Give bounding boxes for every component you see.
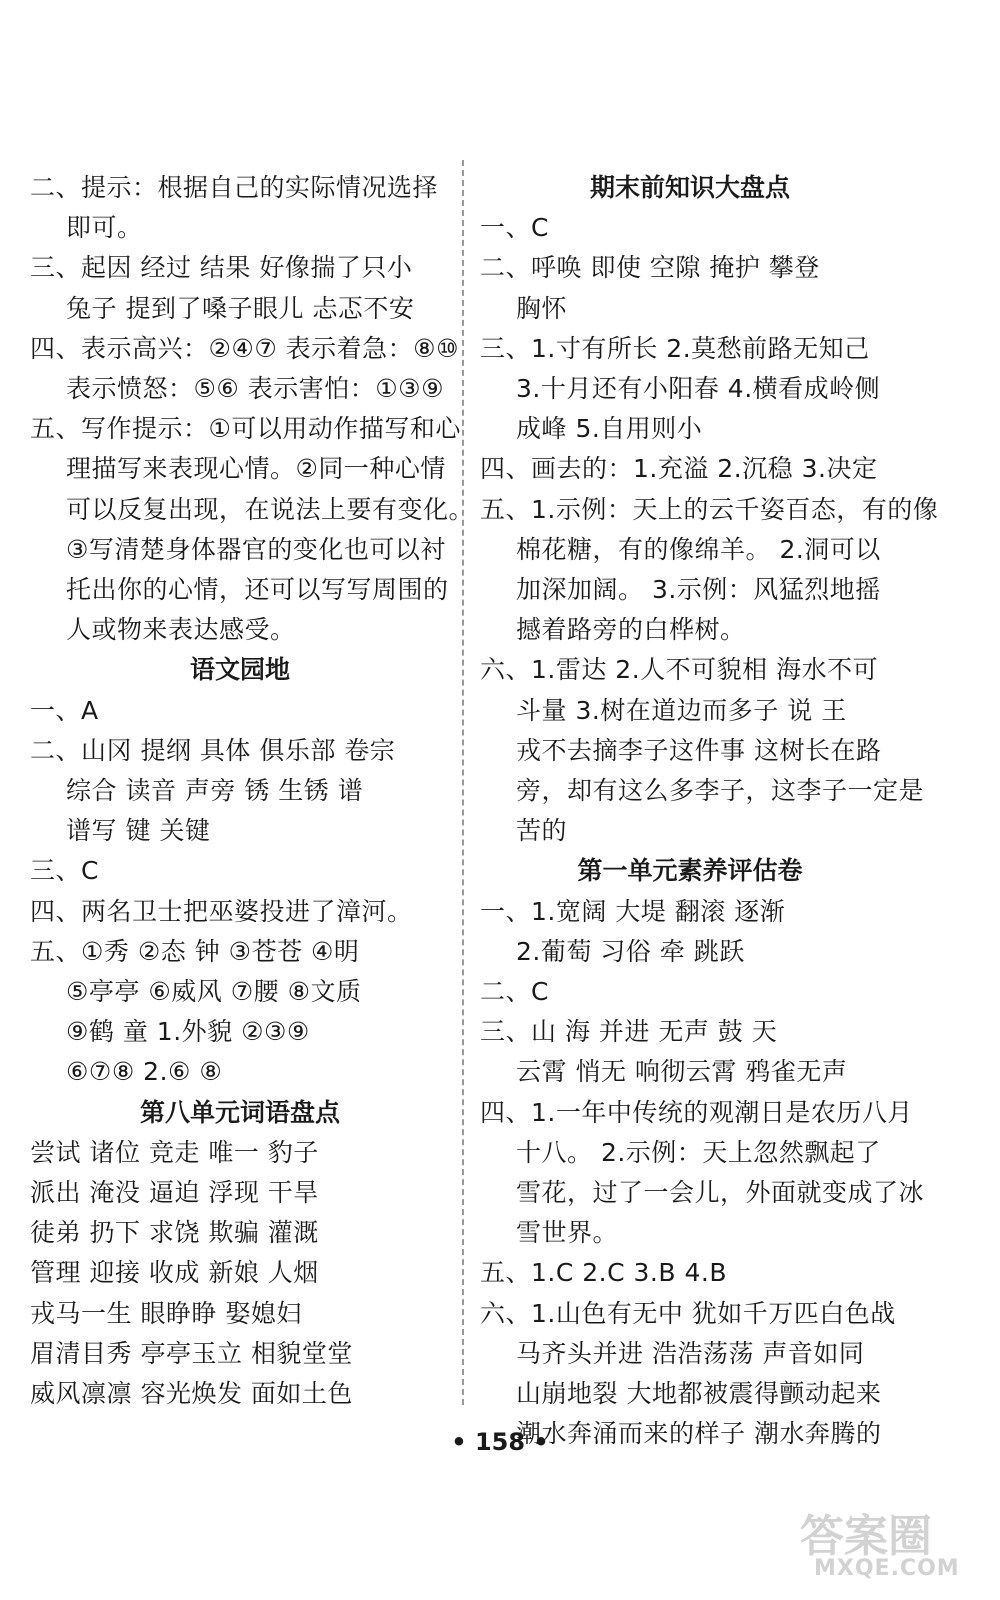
- answer-line: 尝试 诸位 竞走 唯一 豹子: [30, 1137, 319, 1167]
- answer-line: 三、起因 经过 结果 好像揣了只小: [30, 253, 413, 283]
- answer-line: 眉清目秀 亭亭玉立 相貌堂堂: [30, 1338, 353, 1368]
- answer-line: 十八。 2.示例：天上忽然飘起了: [516, 1137, 881, 1167]
- answer-line: 一、1.宽阔 大堤 翻滚 逐渐: [480, 896, 786, 926]
- answer-line: 五、1.C 2.C 3.B 4.B: [480, 1258, 727, 1288]
- answer-line: ⑤亭亭 ⑥威风 ⑦腰 ⑧文质: [66, 977, 362, 1007]
- answer-line: 2.葡萄 习俗 牵 跳跃: [516, 936, 745, 966]
- watermark-logo: [800, 1500, 985, 1590]
- answer-line: 马齐头并进 浩浩荡荡 声音如同: [516, 1338, 865, 1368]
- answer-line: 表示愤怒：⑤⑥ 表示害怕：①③⑨: [66, 374, 445, 404]
- answer-line: 旁，却有这么多李子，这李子一定是: [516, 776, 925, 806]
- page-number: • 158 •: [451, 1428, 549, 1456]
- answer-line: 戎不去摘李子这件事 这树长在路: [516, 735, 882, 765]
- answer-line: 四、1.一年中传统的观潮日是农历八月: [480, 1097, 913, 1127]
- answer-line: 综合 读音 声旁 锈 生锈 谱: [66, 776, 364, 806]
- answer-line: 徒弟 扔下 求饶 欺骗 灌溉: [30, 1218, 319, 1248]
- answer-line: 三、C: [30, 856, 99, 886]
- answer-line: 四、表示高兴：②④⑦ 表示着急：⑧⑩: [30, 333, 460, 363]
- answer-line: 六、1.山色有无中 犹如千万匹白色战: [480, 1298, 896, 1328]
- answer-line: 苦的: [516, 816, 568, 846]
- answer-line: ③写清楚身体器官的变化也可以衬: [66, 534, 446, 564]
- left-column: [30, 168, 475, 1414]
- answer-line: 斗量 3.树在道边而多子 说 王: [516, 695, 847, 725]
- answer-line: 3.十月还有小阳春 4.横看成岭侧: [516, 374, 881, 404]
- right-column: [480, 168, 939, 1455]
- answer-line: ⑨鹤 童 1.外貌 ②③⑨: [66, 1017, 310, 1047]
- answer-line: 兔子 提到了嗓子眼儿 忐忑不安: [66, 293, 415, 323]
- answer-line: 三、1.寸有所长 2.莫愁前路无知己: [480, 333, 870, 363]
- answer-line: 二、呼唤 即使 空隙 掩护 攀登: [480, 253, 820, 283]
- answer-line: 棉花糖，有的像绵羊。 2.洞可以: [516, 534, 881, 564]
- answer-line: 派出 淹没 逼迫 浮现 干旱: [30, 1178, 319, 1208]
- answer-line: 雪世界。: [516, 1218, 619, 1248]
- answer-line: 可以反复出现，在说法上要有变化。: [66, 494, 475, 524]
- answer-line: 四、画去的：1.充溢 2.沉稳 3.决定: [480, 454, 878, 484]
- watermark-top-text: 答案圈: [800, 1511, 932, 1562]
- answer-line: 威风凛凛 容光焕发 面如土色: [30, 1379, 353, 1409]
- section-heading: 语文园地: [189, 655, 290, 685]
- answer-line: ⑥⑦⑧ 2.⑥ ⑧: [66, 1057, 223, 1087]
- column-divider: [462, 160, 464, 1405]
- answer-line: 撼着路旁的白桦树。: [516, 615, 746, 645]
- answer-line: 即可。: [66, 213, 143, 243]
- section-heading: 第八单元词语盘点: [139, 1097, 340, 1127]
- answer-line: 胸怀: [516, 293, 568, 323]
- answer-line: 潮水奔涌而来的样子 潮水奔腾的: [516, 1419, 882, 1449]
- answer-line: 二、山冈 提纲 具体 俱乐部 卷宗: [30, 735, 396, 765]
- answer-line: 托出你的心情，还可以写写周围的: [66, 575, 449, 605]
- answer-line: 一、C: [480, 213, 549, 243]
- answer-line: 四、两名卫士把巫婆投进了漳河。: [30, 896, 413, 926]
- answer-line: 加深加阔。 3.示例：风猛烈地摇: [516, 575, 881, 605]
- answer-line: 五、写作提示：①可以用动作描写和心: [30, 414, 461, 444]
- answer-line: 理描写来表现心情。②同一种心情: [66, 454, 446, 484]
- answer-line: 山崩地裂 大地都被震得颤动起来: [516, 1379, 882, 1409]
- answer-line: 云霄 悄无 响彻云霄 鸦雀无声: [516, 1057, 848, 1087]
- watermark-bottom-text: MXQE.COM: [814, 1556, 960, 1581]
- answer-line: 一、A: [30, 695, 99, 725]
- answer-line: 戎马一生 眼睁睁 娶媳妇: [30, 1298, 302, 1328]
- answer-line: 二、C: [480, 977, 549, 1007]
- answer-line: 谱写 键 关键: [66, 816, 211, 846]
- answer-line: 二、提示：根据自己的实际情况选择: [30, 173, 439, 202]
- answer-line: 管理 迎接 收成 新娘 人烟: [30, 1258, 319, 1288]
- answer-line: 成峰 5.自用则小: [516, 414, 703, 444]
- answer-line: 五、1.示例：天上的云千姿百态，有的像: [480, 494, 939, 524]
- section-heading: 第一单元素养评估卷: [577, 856, 803, 886]
- answer-line: 六、1.雷达 2.人不可貌相 海水不可: [480, 655, 879, 685]
- answer-line: 雪花，过了一会儿，外面就变成了冰: [516, 1178, 925, 1208]
- answer-line: 三、山 海 并进 无声 鼓 天: [480, 1017, 778, 1047]
- section-heading: 期末前知识大盘点: [589, 173, 790, 202]
- answer-line: 五、①秀 ②态 钟 ③苍苍 ④明: [30, 936, 360, 966]
- answer-line: 人或物来表达感受。: [66, 615, 296, 645]
